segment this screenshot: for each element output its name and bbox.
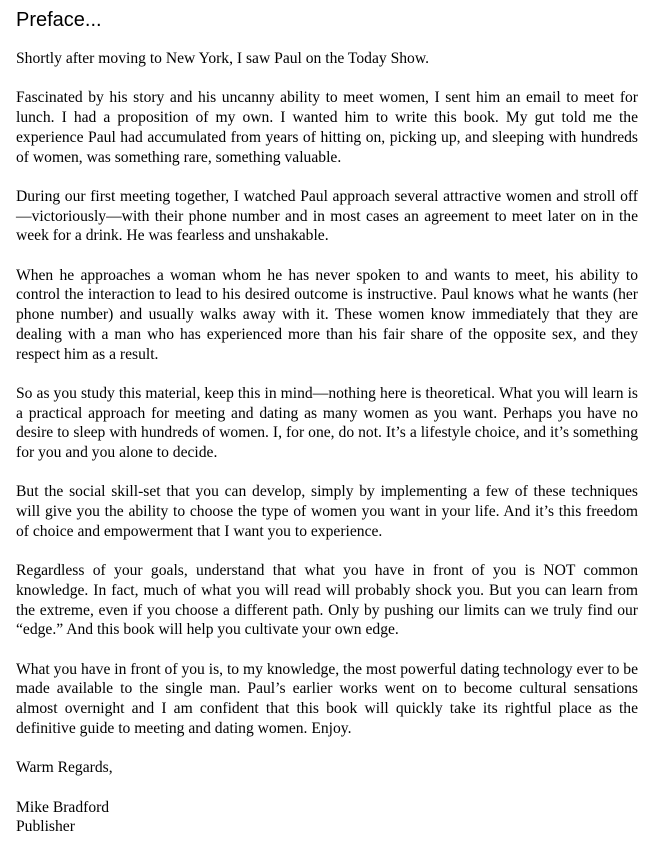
paragraph-2: Fascinated by his story and his uncanny ability to meet women, I sent him an email to meet for lunch. I had a proposition of my own. I wanted him to write this book. My gut told me the experience Paul had accumulated from years of hitting on, picking up, and sleeping with hundreds of women, was something rare, something valuable. (16, 89, 638, 166)
closing-line: Warm Regards, (16, 759, 113, 777)
page-title: Preface... (16, 9, 102, 31)
paragraph-4: When he approaches a woman whom he has never spoken to and wants to meet, his ability to control the interaction to lead to his desired outcome is instructive. Paul knows what he wants (her phone number) and usually walks away with it. These women know immediately that they are dealing with a man who has experienced more than his fair share of the opposite sex, and they respect him as a result. (16, 266, 638, 363)
signature-block (16, 798, 638, 837)
paragraph-6: But the social skill-set that you can develop, simply by implementing a few of these techniques will give you the ability to choose the type of women you want in your life. And it’s this freedom of choice and empowerment that I want you to experience. (16, 483, 638, 540)
paragraph-1: Shortly after moving to New York, I saw Paul on the Today Show. (16, 50, 429, 67)
signature-role: Publisher (16, 818, 75, 836)
document-body (16, 49, 638, 837)
paragraph-5: So as you study this material, keep this in mind—nothing here is theoretical. What you will learn is a practical approach for meeting and dating as many women as you want. Perhaps you have no desire to sleep with hundreds of women. I, for one, do not. It’s a lifestyle choice, and it’s something for you and you alone to decide. (16, 384, 638, 461)
paragraph-8: What you have in front of you is, to my knowledge, the most powerful dating technology ever to be made available to the single man. Paul’s earlier works went on to become cultural sensations almost overnight and I am confident that this book will quickly take its rightful place as the definitive guide to meeting and dating women. Enjoy. (16, 660, 638, 737)
signature-name: Mike Bradford (16, 798, 110, 816)
paragraph-3: During our first meeting together, I watched Paul approach several attractive women and stroll off—victoriously—with their phone number and in most cases an agreement to meet later on in the week for a drink. He was fearless and unshakable. (16, 187, 638, 245)
paragraph-7: Regardless of your goals, understand that what you have in front of you is NOT common knowledge. In fact, much of what you will read will probably shock you. But you can learn from the extreme, even if you choose a different path. Only by pushing our limits can we truly find our “edge.” And this book will help you cultivate your own edge. (16, 562, 638, 639)
document-page (16, 8, 638, 857)
